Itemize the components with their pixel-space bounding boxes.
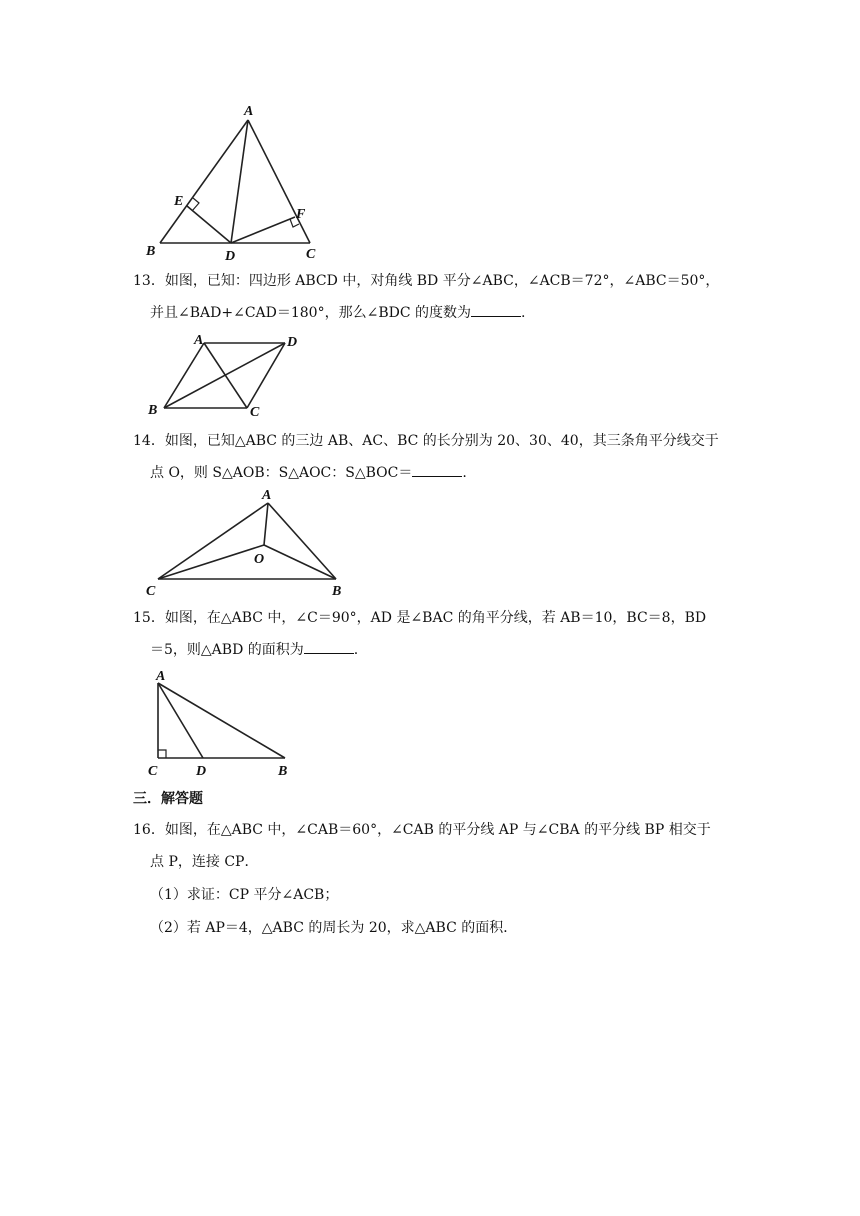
label-C: C xyxy=(148,764,158,779)
label-D: D xyxy=(287,335,298,350)
q16-line2: 点 P，连接 CP． xyxy=(150,854,259,870)
right-angle-mark-E xyxy=(192,198,199,211)
label-D: D xyxy=(196,764,207,779)
label-E: E xyxy=(174,194,184,209)
answer-blank[interactable] xyxy=(412,464,462,477)
segment-AO xyxy=(264,503,268,545)
q16-number: 16． xyxy=(133,822,165,838)
label-A: A xyxy=(262,488,272,503)
segment-AB xyxy=(268,503,336,579)
segment-AB xyxy=(164,343,204,408)
q15-text-1: 如图，在△ABC 中，∠C＝90°，AD 是∠BAC 的角平分线，若 AB＝10，BC＝8，BD xyxy=(164,610,707,626)
figure-q12 xyxy=(140,100,340,265)
segment-AB xyxy=(158,683,285,758)
q13-line2: 并且∠BAD+∠CAD＝180°，那么∠BDC 的度数为 . xyxy=(150,305,526,321)
q14-number: 14． xyxy=(133,433,165,449)
figure-q14 xyxy=(140,485,360,600)
q13-text-2: 并且∠BAD+∠CAD＝180°，那么∠BDC 的度数为 xyxy=(150,305,471,321)
label-C: C xyxy=(250,405,260,420)
right-angle-mark-C xyxy=(158,750,166,758)
label-D: D xyxy=(225,249,236,264)
label-A: A xyxy=(244,104,254,119)
q16-part2: （2）若 AP＝4，△ABC 的周长为 20，求△ABC 的面积． xyxy=(150,920,518,936)
segment-CO xyxy=(158,545,264,579)
q15-number: 15． xyxy=(133,610,165,626)
segment-DE xyxy=(187,206,231,243)
label-F: F xyxy=(296,207,306,222)
q15-line1 xyxy=(133,608,706,628)
segment-AD xyxy=(231,120,248,243)
q13-text-1: 如图，已知：四边形 ABCD 中，对角线 BD 平分∠ABC，∠ACB＝72°，∠ABC＝50°， xyxy=(164,273,720,289)
label-A: A xyxy=(194,333,204,348)
answer-blank[interactable] xyxy=(471,304,521,317)
segment-AC xyxy=(248,120,310,243)
q16-part1: （1）求证：CP 平分∠ACB； xyxy=(150,887,339,903)
figure-q13 xyxy=(140,330,315,420)
label-B: B xyxy=(278,764,288,779)
segment-AD xyxy=(158,683,203,758)
segment-BO xyxy=(264,545,336,579)
q13-number: 13． xyxy=(133,273,165,289)
label-C: C xyxy=(306,247,316,262)
q16-text-1: 如图，在△ABC 中，∠CAB＝60°，∠CAB 的平分线 AP 与∠CBA 的平分线 BP 相交于 xyxy=(164,822,711,838)
answer-blank[interactable] xyxy=(304,641,354,654)
segment-DF xyxy=(231,217,295,243)
label-B: B xyxy=(146,244,156,259)
label-B: B xyxy=(332,584,342,599)
segment-AB xyxy=(160,120,248,243)
q14-line2: 点 O，则 S△AOB：S△AOC：S△BOC＝ . xyxy=(150,465,467,481)
q13-line1 xyxy=(133,271,719,291)
label-O: O xyxy=(254,552,265,567)
q14-line1 xyxy=(133,431,719,451)
label-B: B xyxy=(148,403,158,418)
section-title: 三．解答题 xyxy=(133,791,203,807)
segment-CA xyxy=(158,503,268,579)
label-A: A xyxy=(156,669,166,684)
label-C: C xyxy=(146,584,156,599)
q16-line1 xyxy=(133,820,711,840)
q15-text-2: ＝5，则△ABD 的面积为 xyxy=(150,642,304,658)
q14-text-1: 如图，已知△ABC 的三边 AB、AC、BC 的长分别为 20、30、40，其三条角平分线交于 xyxy=(164,433,719,449)
q15-line2: ＝5，则△ABD 的面积为 . xyxy=(150,642,359,658)
q14-text-2: 点 O，则 S△AOB：S△AOC：S△BOC＝ xyxy=(150,465,413,481)
figure-q15 xyxy=(140,665,310,780)
